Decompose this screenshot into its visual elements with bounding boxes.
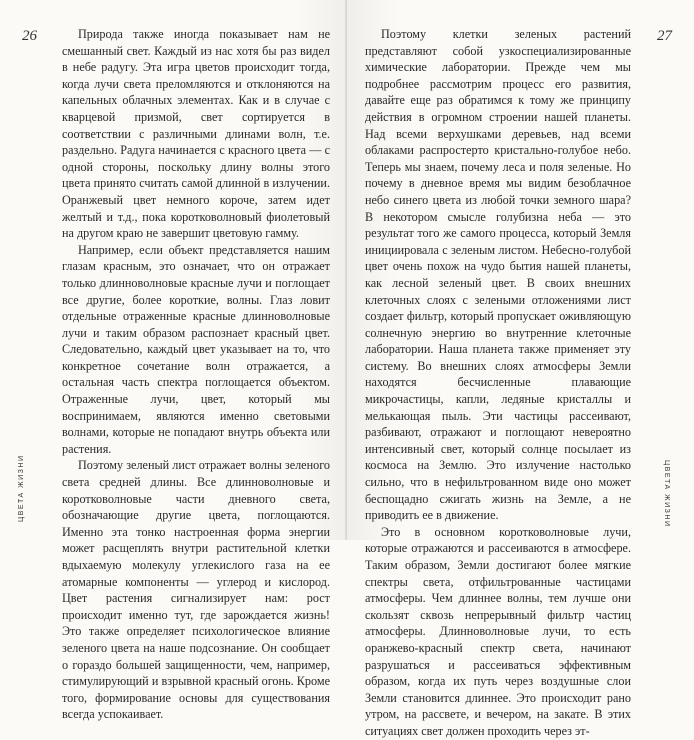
right-page-text — [365, 26, 631, 740]
paragraph: Поэтому клетки зеленых растений представляют собой узкоспециализированные химические лаборатории. Прежде чем мы подробнее рассмотрим процесс его развития, давайте еще раз обратимся к тому же принципу действия в огромном строении нашей планеты. Над всеми верхушками деревьев, над всеми облаками распростерто кристально-голубое небо. Теперь мы знаем, почему леса и поля зеленые. Но почему в дневное время мы видим безоблачное небо синего цвета из любой точки земного шара? В некотором смысле голубизна неба — это результат того же самого процесса, который Земля инициировала с зеленым листом. Небесно-голубой цвет очень похож на чудо бытия нашей планеты, как лесной зеленый цвет. В своих внешних клеточных слоях с зелеными отложениями лист создает фильтр, который пропускает оживляющую солнечную энергию во внутренние клеточные лаборатории. Наша планета также применяет эту систему. Во внешних слоях атмосферы Земли находятся бесчисленные плавающие микрочастицы, капли, ледяные кристаллы и мелькающая пыль. Эти частицы рассеивают, разбивают, отражают и поглощают невероятно интенсивный свет, который солнце посылает из космоса на Землю. Это излучение настолько сильно, что в нефильтрованном виде оно может беспощадно сжигать жизнь на Земле, а не приводить ее в движение. — [365, 27, 631, 523]
paragraph: Природа также иногда показывает нам не смешанный свет. Каждый из нас хотя бы раз видел в небе радугу. Эта игра цветов происходит тогда, когда лучи света преломляются и отклоняются на капельных облачных элементах. Как и в случае с кварцевой призмой, свет сортируется в соответствии с различными длинами волн, т.е. раздельно. Радуга начинается с красного цвета — с одной стороны, поскольку длину волны этого цвета принято считать самой длинной в излучении. Оранжевый цвет немного короче, затем идет желтый и т.д., пока коротковолновый фиолетовый на другом краю не завершит цветовую гамму. — [62, 27, 330, 241]
paragraph: Например, если объект представляется нашим глазам красным, это означает, что он отражает только длинноволновые красные лучи и поглощает все другие, более короткие, волны. Глаз ловит отдельные отраженные красные длинноволновые лучи и таким образом распознает красный цвет. Следовательно, каждый цвет указывает на то, что конкретное сочетание волн отражается, а остальная часть спектра поглощается объектом. Отраженные лучи, цвет, который мы воспринимаем, являются именно световыми волнами, которые не попадают внутрь объекта или растения. — [62, 242, 330, 456]
page-number-right: 27 — [657, 28, 672, 44]
running-head-left: ЦВЕТА ЖИЗНИ — [18, 454, 25, 522]
page-number-left: 26 — [22, 28, 37, 44]
paragraph: Это в основном коротковолновые лучи, которые отражаются и рассеиваются в атмосфере. Таким образом, Земли достигают более мягкие спектры света, отфильтрованные частицами атмосферы. Чем длиннее волны, тем лучше они скользят сквозь непрерывный фильтр частиц атмосферы. Длинноволновые лучи, то есть оранжево-красный спектр света, начинают разрушаться и рассеиваться эффективным образом, когда их путь через воздушные слои Земли становится длиннее. Это происходит рано утром, на рассвете, и вечером, на закате. В этих ситуациях свет должен проходить через эт- — [365, 524, 631, 738]
left-page — [0, 0, 347, 722]
left-page-text — [62, 26, 330, 723]
paragraph: Поэтому зеленый лист отражает волны зеленого света средней длины. Все длинноволновые и коротковолновые части дневного света, обозначающие другие цвета, поглощаются. Именно эта тонко настроенная форма энергии может расщеплять внутри растительной клетки вдыхаемую молекулу углекислого газа на ее атомарные компоненты — углерод и кислород. Цвет растения сигнализирует нам: рост происходит именно тут, где зарождается жизнь! Это также определяет психологическое влияние зеленого цвета на наше подсознание. Он сообщает о гораздо большей защищенности, чем, например, стимулирующий и взрывной красный огонь. Кроме того, формирование основы для существования всегда успокаивает. — [62, 458, 330, 722]
right-page — [347, 0, 694, 738]
running-head-right: ЦВЕТА ЖИЗНИ — [663, 460, 670, 528]
